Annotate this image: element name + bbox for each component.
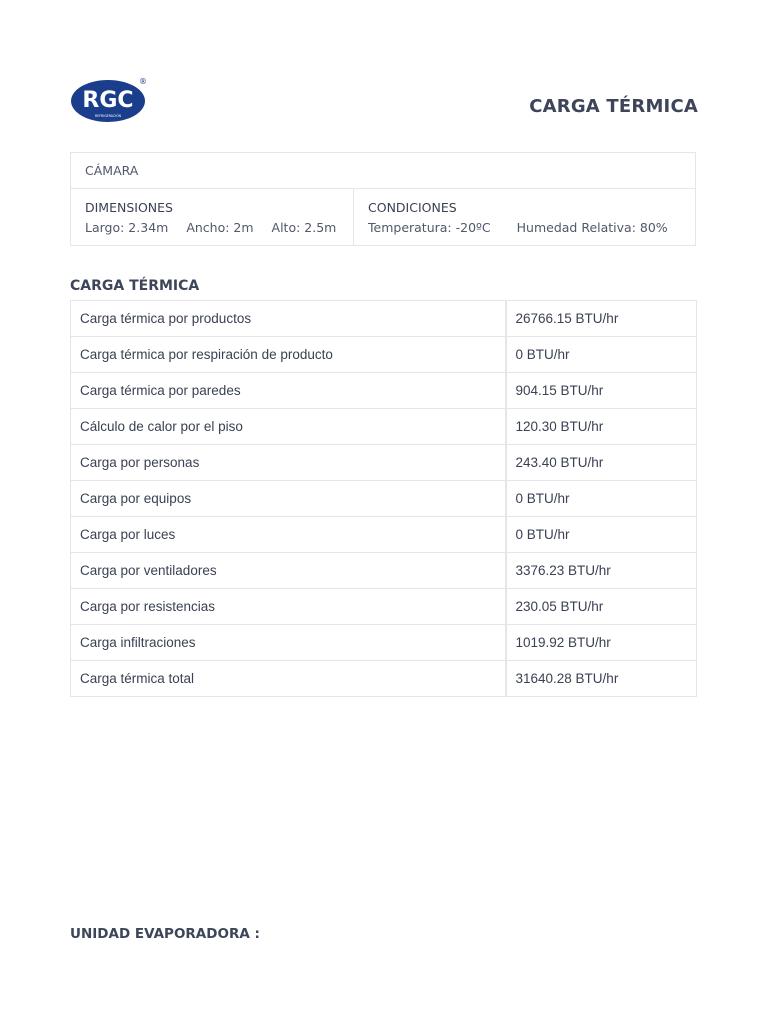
row-label: Carga térmica total <box>71 661 506 697</box>
dimensiones-values <box>85 220 339 235</box>
dimensiones-label: DIMENSIONES <box>85 200 173 215</box>
table-row-total <box>71 661 697 697</box>
ancho-value: Ancho: 2m <box>186 220 254 235</box>
row-label: Carga por ventiladores <box>71 553 506 589</box>
humedad-value: Humedad Relativa: 80% <box>516 220 668 235</box>
row-label: Carga por resistencias <box>71 589 506 625</box>
logo-text: RGC <box>82 88 134 113</box>
row-value: 230.05 BTU/hr <box>506 589 697 625</box>
condiciones-cell <box>353 189 695 246</box>
row-label: Carga térmica por paredes <box>71 373 506 409</box>
condiciones-values <box>368 220 681 235</box>
row-value: 3376.23 BTU/hr <box>506 553 697 589</box>
alto-value: Alto: 2.5m <box>271 220 337 235</box>
table-row <box>71 445 697 481</box>
row-value: 904.15 BTU/hr <box>506 373 697 409</box>
document-title: CARGA TÉRMICA <box>529 96 698 117</box>
row-label: Carga por equipos <box>71 481 506 517</box>
row-label: Carga térmica por productos <box>71 301 506 337</box>
dimensiones-cell <box>71 189 353 246</box>
table-row <box>71 373 697 409</box>
row-label: Carga térmica por respiración de producto <box>71 337 506 373</box>
row-label: Carga por personas <box>71 445 506 481</box>
row-value: 0 BTU/hr <box>506 517 697 553</box>
row-value: 1019.92 BTU/hr <box>506 625 697 661</box>
temperatura-value: Temperatura: -20ºC <box>368 220 491 235</box>
table-row <box>71 337 697 373</box>
logo-subtext: REFRIGERACIÓN <box>95 114 121 118</box>
condiciones-label: CONDICIONES <box>368 200 457 215</box>
table-row <box>71 517 697 553</box>
camara-info-box <box>70 152 696 246</box>
row-value: 243.40 BTU/hr <box>506 445 697 481</box>
row-label: Carga por luces <box>71 517 506 553</box>
row-label: Cálculo de calor por el piso <box>71 409 506 445</box>
company-logo <box>70 76 148 124</box>
row-value: 120.30 BTU/hr <box>506 409 697 445</box>
row-value: 0 BTU/hr <box>506 481 697 517</box>
table-row <box>71 301 697 337</box>
table-row <box>71 553 697 589</box>
row-value: 26766.15 BTU/hr <box>506 301 697 337</box>
row-label: Carga infiltraciones <box>71 625 506 661</box>
largo-value: Largo: 2.34m <box>85 220 169 235</box>
row-value: 31640.28 BTU/hr <box>506 661 697 697</box>
camara-details-row <box>71 189 695 246</box>
table-row <box>71 625 697 661</box>
table-row <box>71 589 697 625</box>
table-row <box>71 481 697 517</box>
row-value: 0 BTU/hr <box>506 337 697 373</box>
carga-termica-table <box>70 300 697 697</box>
carga-termica-section-title: CARGA TÉRMICA <box>70 278 200 294</box>
table-row <box>71 409 697 445</box>
unidad-evaporadora-title: UNIDAD EVAPORADORA : <box>70 926 260 942</box>
camara-header: CÁMARA <box>71 153 695 189</box>
registered-mark: ® <box>139 77 147 86</box>
